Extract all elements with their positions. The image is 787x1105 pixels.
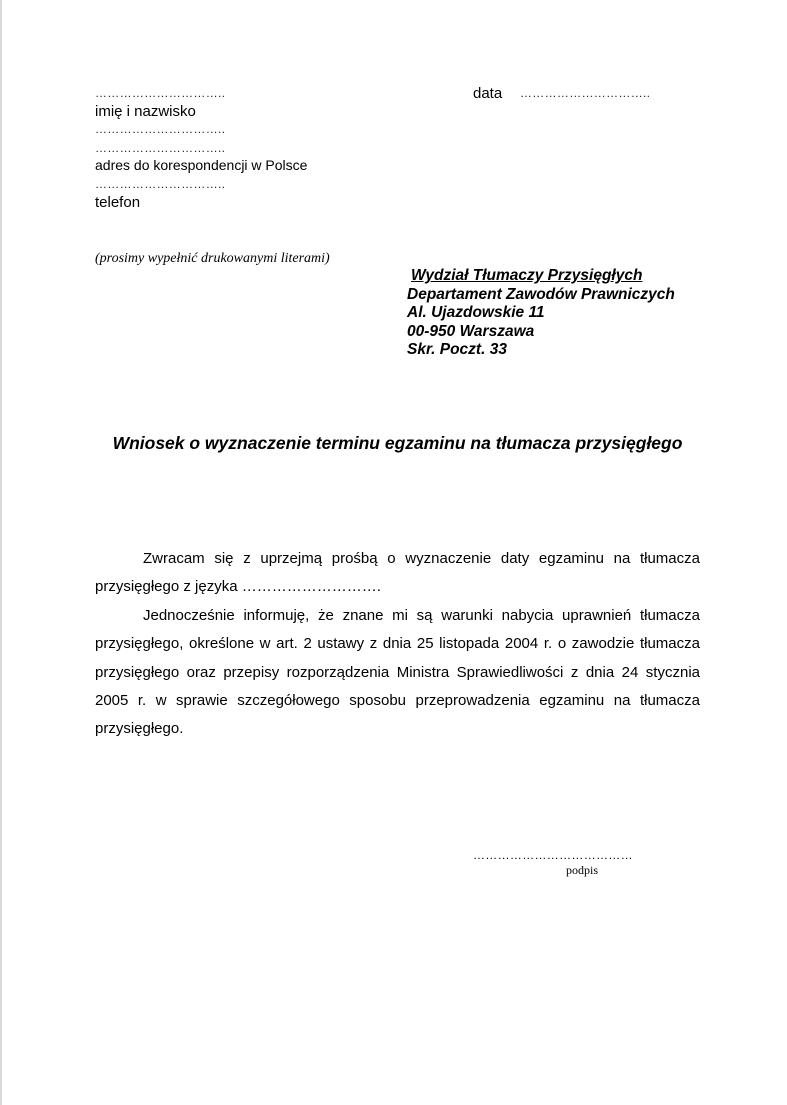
document-body [95,545,700,744]
phone-label: telefon [95,194,141,211]
fill-in-note: (prosimy wypełnić drukowanymi literami) [95,251,330,266]
body-paragraph-1: Zwracam się z uprzejmą prośbą o wyznaczenie daty egzaminu na tłumacza przysięgłego z języka ………………………. [95,550,700,596]
body-paragraph-2: Jednocześnie informuję, że znane mi są warunki nabycia uprawnień tłumacza przysięgłego, określone w art. 2 ustawy z dnia 25 listopada 2004 r. o zawodzie tłumacza przysięgłego oraz przepisy rozporządzenia Ministra Sprawiedliwości z dnia 24 stycznia 2005 r. w sprawie szczegółowego sposobu przeprowadzenia egzaminu na tłumacza przysięgłego. [95,606,700,738]
page-edge [0,0,2,1105]
address-dots-1: ………………………….. [95,122,226,136]
address-dots-2: ………………………….. [95,141,226,155]
date-dots: ………………………….. [520,86,651,100]
address-label: adres do korespondencji w Polsce [95,157,308,173]
recipient-line-3: Al. Ujazdowskie 11 [407,304,545,322]
phone-dots: ………………………….. [95,177,226,191]
recipient-line-5: Skr. Poczt. 33 [407,341,507,359]
document-title: Wniosek o wyznaczenie terminu egzaminu na tłumacza przysięgłego [112,433,683,453]
date-label: data [473,85,503,102]
recipient-line-4: 00-950 Warszawa [407,322,535,340]
signature-label: podpis [566,863,599,877]
name-label: imię i nazwisko [95,103,196,120]
recipient-line-2: Departament Zawodów Prawniczych [407,285,675,303]
name-dots: ………………………….. [95,86,226,100]
recipient-address [407,267,675,360]
recipient-line-1: Wydział Tłumaczy Przysięgłych [411,267,643,284]
signature-dots: ………………………………… [473,848,633,862]
